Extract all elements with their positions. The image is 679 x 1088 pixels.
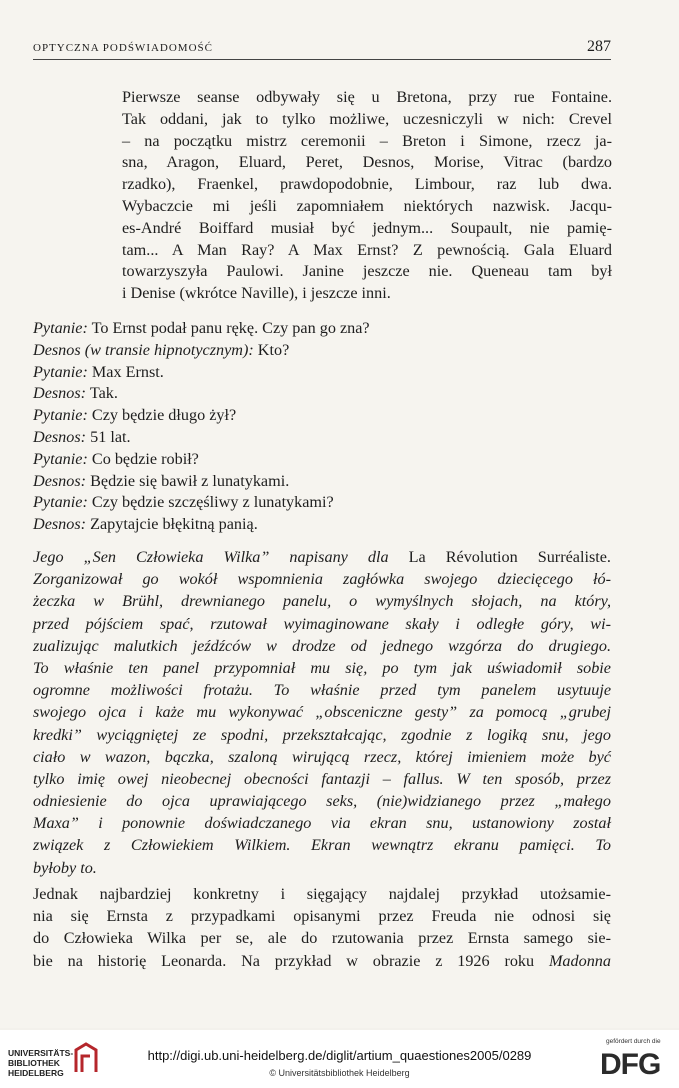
quote-line: towarzyszyła Paulowi. Janine jeszcze nie. Queneau tam był — [122, 262, 612, 281]
digitization-footer — [0, 1030, 679, 1088]
paragraph-line: ciało w wazon, bączka, szaloną wirującą rzecz, której imieniem może być — [33, 747, 611, 766]
dialogue-text: Max Ernst. — [87, 362, 164, 381]
paragraph-line: Maxa” i ponownie doświadczanego via ekran snu, ustanowiony został — [33, 814, 611, 833]
paragraph-line: przed pójściem spać, rzutował wyimaginowane skały i odległe góry, wi- — [33, 614, 611, 633]
body-paragraph — [33, 883, 611, 972]
page-number: 287 — [587, 38, 611, 55]
library-name-line: UNIVERSITÄTS- — [8, 1048, 74, 1058]
paragraph-line — [33, 546, 611, 568]
dialogue-speaker: Pytanie: — [33, 449, 88, 468]
dialogue-text: Zapytajcie błękitną panią. — [86, 515, 258, 534]
dialogue-line — [33, 405, 613, 427]
paragraph-line: kredki” wyciągniętej ze spodni, przekształcając, zgodnie z logiką snu, jego — [33, 725, 611, 744]
paragraph-line: byłoby to. — [33, 858, 97, 877]
quote-line: tam... A Man Ray? A Max Ernst? Z pewnością. Gala Eluard — [122, 240, 612, 259]
library-name-line: BIBLIOTHEK — [8, 1058, 60, 1068]
artwork-title: Madonna — [548, 951, 611, 970]
dialogue-line — [33, 514, 613, 536]
dialogue-text: To Ernst podał panu rękę. Czy pan go zna? — [87, 319, 370, 337]
running-head — [33, 40, 611, 60]
dialogue-speaker: Pytanie: — [33, 493, 88, 512]
paragraph-line: związek z Człowiekiem Wilkiem. Ekran wewnątrz ekranu pamięci. To — [33, 836, 611, 855]
dialogue-speaker: Pytanie: — [33, 406, 88, 425]
funder-note: gefördert durch die — [606, 1038, 661, 1045]
paragraph-line: odniesienie do ojca uprawiającego seks, (nie)widzianego przez „małego — [33, 792, 611, 811]
quote-line: Pierwsze seanse odbywały się u Bretona, przy rue Fontaine. — [122, 88, 612, 106]
roman-run: bie na historię Leonarda. Na przykład w obrazie z 1926 roku — [33, 951, 549, 970]
copyright-notice: © Universitätsbibliothek Heidelberg — [269, 1068, 410, 1078]
dialogue-text: Co będzie robił? — [87, 449, 199, 468]
quote-line: sna, Aragon, Eluard, Peret, Desnos, Morise, Vitrac (bardzo — [122, 153, 612, 172]
running-title: OPTYCZNA PODŚWIADOMOŚĆ — [33, 42, 213, 54]
quote-line: – na początku mistrz ceremonii – Breton i Simone, rzecz ja- — [122, 131, 612, 150]
dialogue-speaker: Desnos: — [33, 384, 87, 403]
paragraph-line: To właśnie ten panel przypomniał mu się, po tym jak uświadomił sobie — [33, 658, 611, 677]
dialogue-text: Czy będzie długo żył? — [87, 406, 237, 425]
dialogue-line — [33, 340, 613, 362]
dialogue-text: Czy będzie szczęśliwy z lunatykami? — [87, 493, 334, 512]
block-quote — [122, 87, 612, 305]
dialogue-speaker: Pytanie: — [33, 362, 88, 381]
paragraph-line: Zorganizował go wokół wspomnienia zagłówka swojego dziecięcego łó- — [33, 570, 611, 589]
italic-run: Jego „Sen Człowieka Wilka” napisany dla — [33, 548, 389, 566]
italic-paragraph — [33, 546, 611, 879]
paragraph-line — [33, 950, 611, 972]
dialogue-line — [33, 449, 613, 471]
dialogue — [33, 318, 613, 536]
dialogue-line — [33, 471, 613, 493]
dialogue-speaker: Desnos: — [33, 515, 87, 534]
quote-line: Tak oddani, jak to tylko możliwe, uczesniczyli w nich: Crevel — [122, 109, 612, 128]
paragraph-line: tylko imię owej nieobecnej obecności fantazji – fallus. W ten sposób, przez — [33, 769, 611, 788]
dialogue-text: Tak. — [86, 384, 118, 403]
source-url-link[interactable]: http://digi.ub.uni-heidelberg.de/diglit/artium_quaestiones2005/0289 — [147, 1048, 532, 1063]
library-name-line: HEIDELBERG — [8, 1068, 64, 1078]
paragraph-line: nia się Ernsta z przypadkami opisanymi przez Freuda nie odnosi się — [33, 907, 611, 926]
journal-title: La Révolution Surréaliste. — [388, 548, 611, 566]
dialogue-text: Będzie się bawił z lunatykami. — [86, 471, 290, 490]
dialogue-speaker: Desnos (w transie hipnotycznym): — [33, 340, 254, 359]
paragraph-line: ogromne możliwości frotażu. To właśnie przed tym panelem usytuuje — [33, 681, 611, 700]
quote-line: es-André Boiffard musiał być jednym... Soupault, nie pamię- — [122, 218, 612, 237]
dialogue-text: 51 lat. — [86, 427, 131, 446]
quote-line: rzadko), Fraenkel, prawdopodobnie, Limbour, raz lub dwa. — [122, 175, 612, 194]
dialogue-speaker: Desnos: — [33, 427, 87, 446]
dfg-logo: DFG — [600, 1048, 661, 1081]
dialogue-line — [33, 427, 613, 449]
paragraph-line: żeczka w Brühl, drewnianego panelu, o wymyślnych słojach, na który, — [33, 592, 611, 611]
dialogue-line — [33, 362, 613, 384]
dialogue-speaker: Desnos: — [33, 471, 87, 490]
dialogue-line — [33, 318, 613, 340]
dialogue-line — [33, 383, 613, 405]
dialogue-speaker: Pytanie: — [33, 319, 88, 337]
paragraph-line: zualizując malutkich jeźdźców w drodze od jednego wzgórza do drugiego. — [33, 636, 611, 655]
dialogue-line — [33, 492, 613, 514]
quote-line: i Denise (wkrótce Naville), i jeszcze inni. — [122, 284, 391, 303]
header-rule — [33, 59, 611, 60]
paragraph-line: Jednak najbardziej konkretny i sięgający najdalej przykład utożsamie- — [33, 885, 611, 903]
quote-line: Wybaczcie mi jeśli zapomniałem niektórych nazwisk. Jacqu- — [122, 196, 612, 215]
dialogue-text: Kto? — [253, 340, 290, 359]
paragraph-line: swojego ojca i każe mu wykonywać „obsceniczne gesty” za pomocą „grubej — [33, 703, 611, 722]
paragraph-line: do Człowieka Wilka per se, ale do rzutowania przez Ernsta samego sie- — [33, 929, 611, 948]
